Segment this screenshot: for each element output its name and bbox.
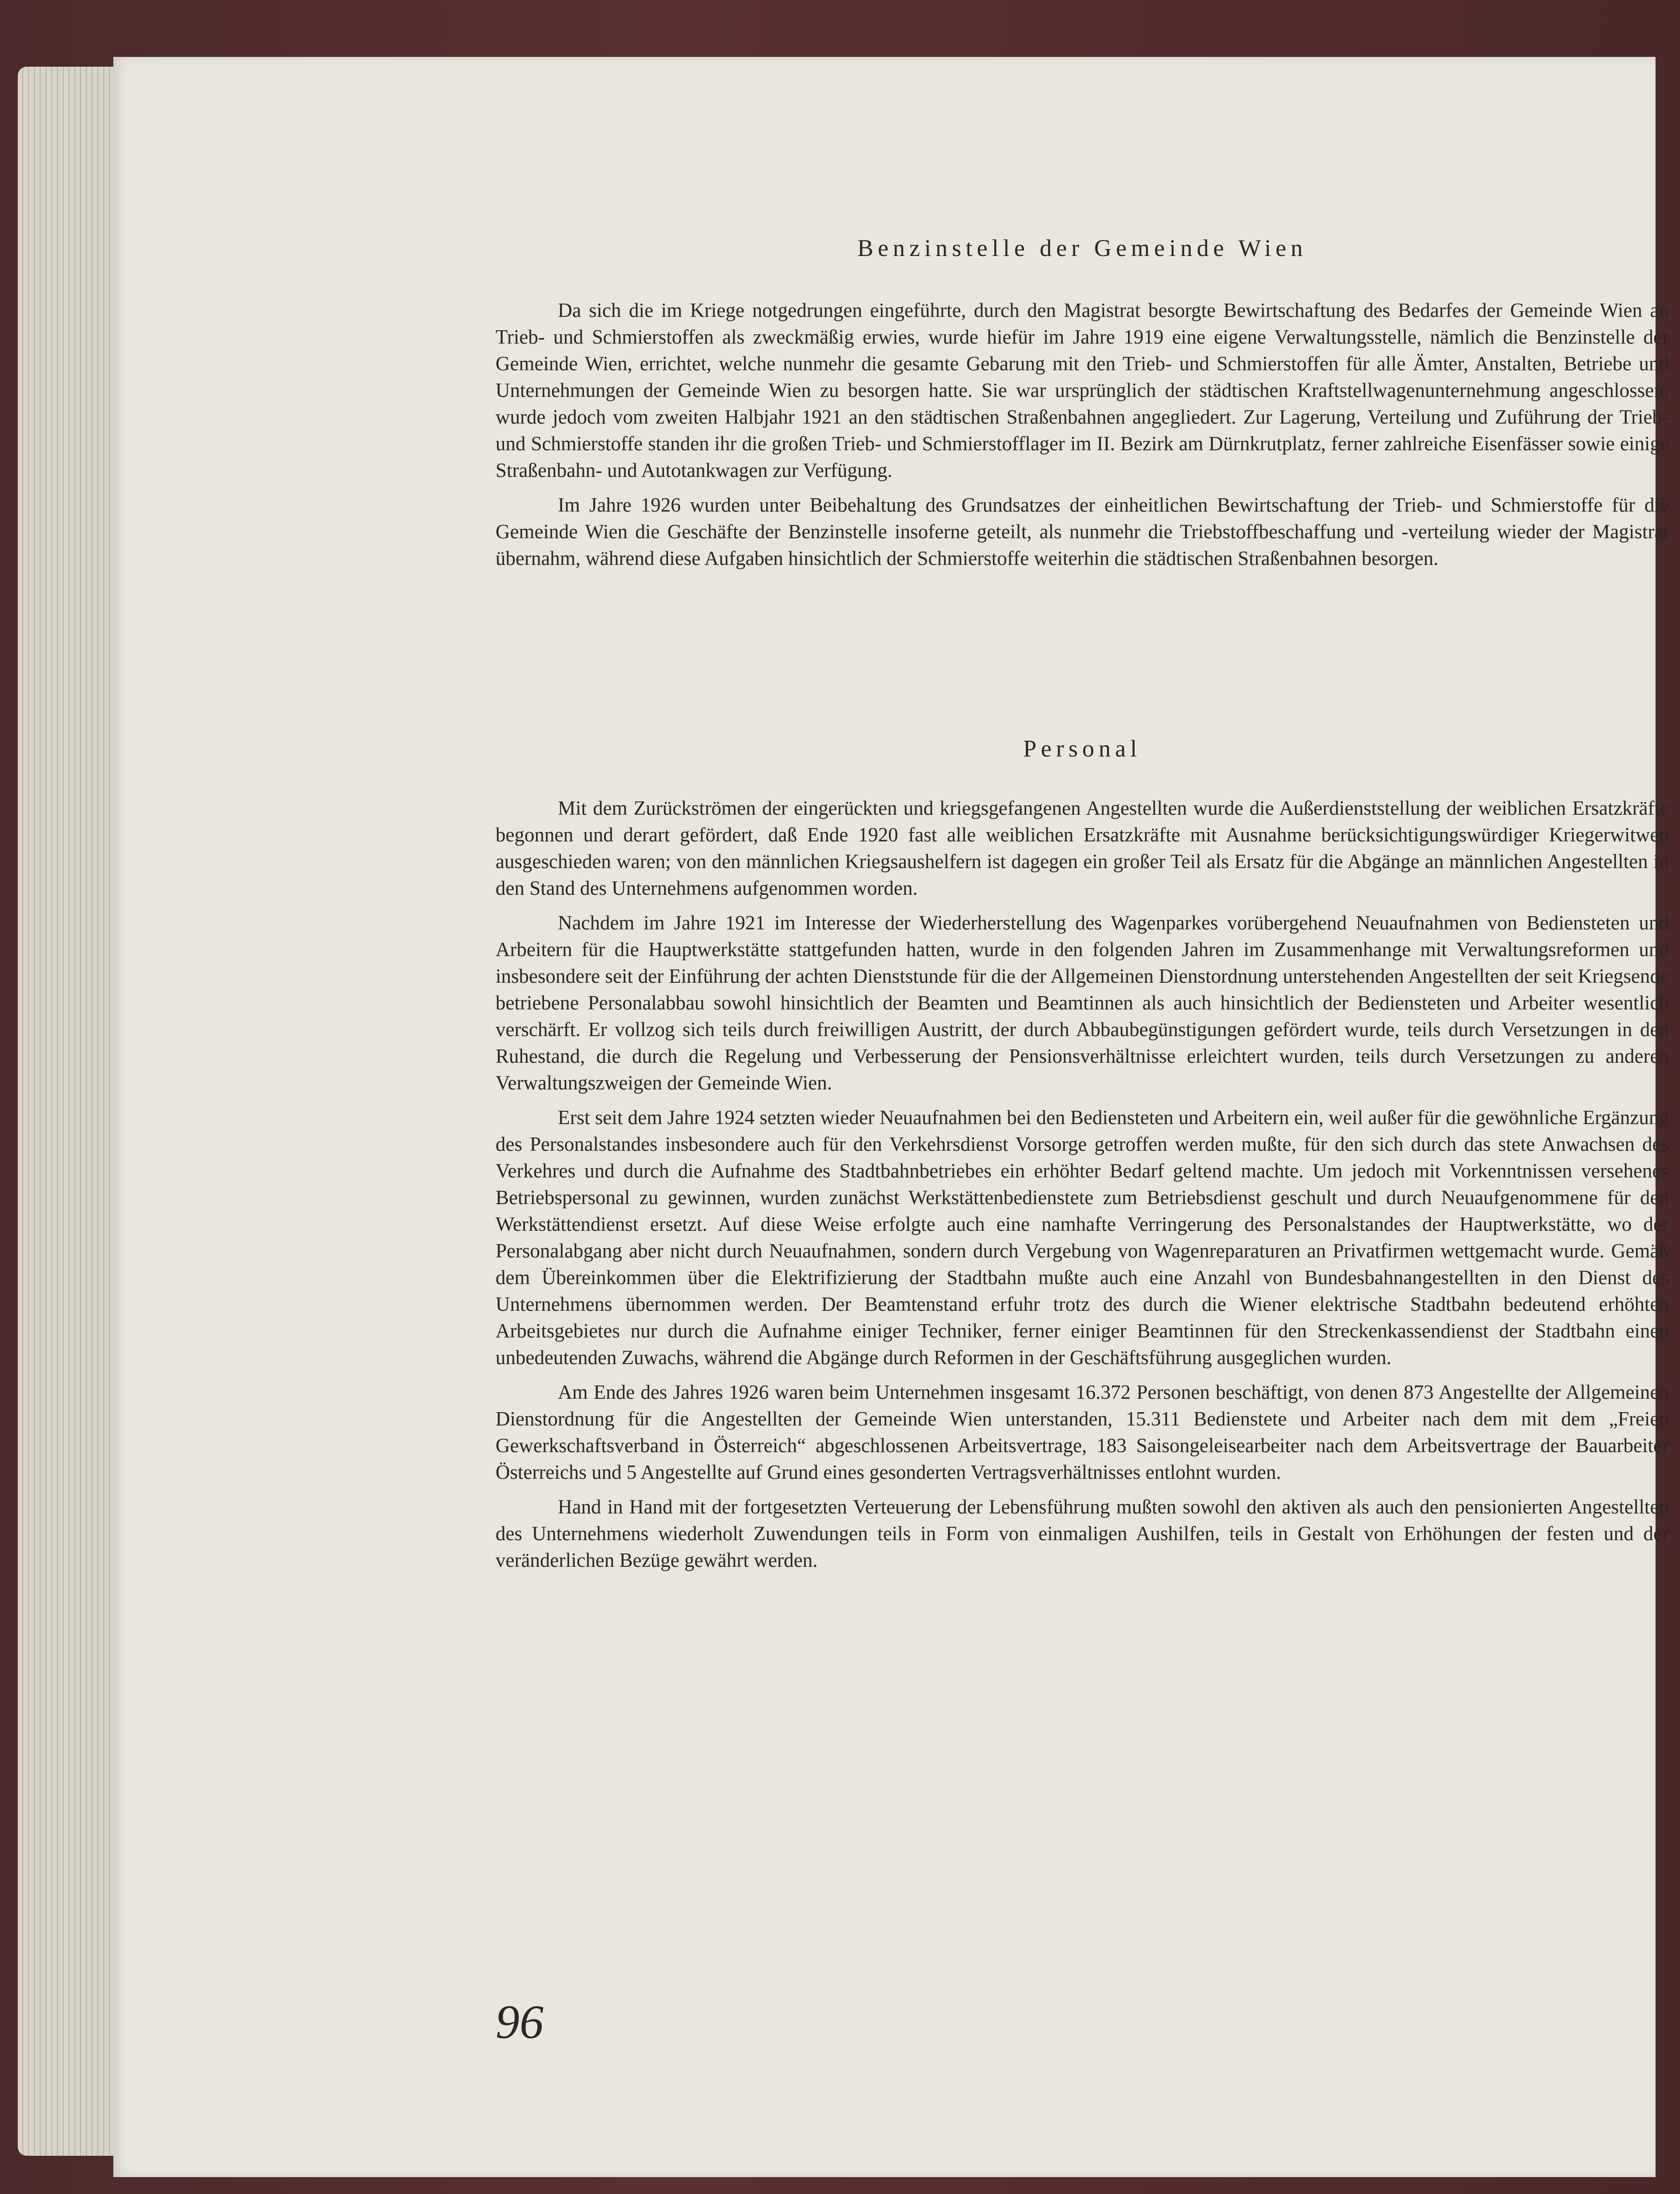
paragraph: Hand in Hand mit der fortgesetzten Verteuerung der Lebensführung mußten sowohl den aktiven als auch den pensionierten Angestellten des Unternehmens wiederholt Zuwendungen teils in Form von einmaligen Aushilfen, teils in Gestalt von Erhöhungen der festen und der veränderlichen Bezüge gewährt werden. [496,1496,1669,1571]
paragraph: Am Ende des Jahres 1926 waren beim Unternehmen insgesamt 16.372 Personen beschäftigt, von denen 873 Angestellte der Allgemeinen Dienstordnung für die Angestellten der Gemeinde Wien unterstanden, 15.311 Bedienstete und Arbeiter nach dem mit dem „Freien Gewerkschaftsverband in Österreich“ abgeschlossenen Arbeitsvertrage, 183 Saisongeleisearbeiter nach dem Arbeitsvertrage der Bauarbeiter Österreichs und 5 Angestellte auf Grund eines gesonderten Vertragsverhältnisses entlohnt wurden. [496,1381,1669,1483]
paragraph: Nachdem im Jahre 1921 im Interesse der Wiederherstellung des Wagenparkes vorübergehend Neuaufnahmen von Bediensteten und Arbeitern für die Hauptwerkstätte stattgefunden hatten, wurde in den folgenden Jahren im Zusammenhange mit Verwaltungsreformen und insbesondere seit der Einführung der achten Dienststunde für die der Allgemeinen Dienstordnung unterstehenden Angestellten der seit Kriegsende betriebene Personalabbau sowohl hinsichtlich der Beamten und Beamtinnen als auch hinsichtlich der Bediensteten und Arbeiter wesentlich verschärft. Er vollzog sich teils durch freiwilligen Austritt, der durch Abbaubegünstigungen gefördert wurde, teils durch Versetzungen in den Ruhestand, die durch die Regelung und Verbesserung der Pensionsverhältnisse erleichtert wurden, teils durch Versetzungen zu anderen Verwaltungszweigen der Gemeinde Wien. [496,912,1669,1094]
paragraph: Da sich die im Kriege notgedrungen eingeführte, durch den Magistrat besorgte Bewirtschaftung des Bedarfes der Gemeinde Wien an Trieb- und Schmierstoffen als zweckmäßig erwies, wurde hiefür im Jahre 1919 eine eigene Verwaltungsstelle, nämlich die Benzinstelle der Gemeinde Wien, errichtet, welche nunmehr die gesamte Gebarung mit den Trieb- und Schmierstoffen für alle Ämter, Anstalten, Betriebe und Unternehmungen der Gemeinde Wien zu besorgen hatte. Sie war ursprünglich der städtischen Kraftstellwagenunternehmung angeschlossen, wurde jedoch vom zweiten Halbjahr 1921 an den städtischen Straßenbahnen angegliedert. Zur Lagerung, Verteilung und Zuführung der Trieb- und Schmierstoffe standen ihr die großen Trieb- und Schmierstofflager im II. Bezirk am Dürnkrutplatz, ferner zahlreiche Eisenfässer sowie einige Straßenbahn- und Autotankwagen zur Verfügung. [496,299,1669,481]
paragraph: Erst seit dem Jahre 1924 setzten wieder Neuaufnahmen bei den Bediensteten und Arbeitern ein, weil außer für die gewöhnliche Ergänzung des Personalstandes insbesondere auch für den Verkehrsdienst Vorsorge getroffen werden mußte, für den sich durch das stete Anwachsen des Verkehres und durch die Aufnahme des Stadtbahnbetriebes ein erhöhter Bedarf geltend machte. Um jedoch mit Vorkenntnissen versehenes Betriebspersonal zu gewinnen, wurden zunächst Werkstättenbedienstete zum Betriebsdienst geschult und durch Neuaufgenommene für den Werkstättendienst ersetzt. Auf diese Weise erfolgte auch eine namhafte Verringerung des Personalstandes der Hauptwerkstätte, wo der Personalabgang aber nicht durch Neuaufnahmen, sondern durch Vergebung von Wagenreparaturen an Privatfirmen wettgemacht wurde. Gemäß dem Übereinkommen über die Elektrifizierung der Stadtbahn mußte auch eine Anzahl von Bundesbahnangestellten in den Dienst des Unternehmens übernommen werden. Der Beamtenstand erfuhr trotz des durch die Wiener elektrische Stadtbahn bedeutend erhöhten Arbeitsgebietes nur durch die Aufnahme einiger Techniker, ferner einiger Beamtinnen für den Streckenkassendienst der Stadtbahn einen unbedeutenden Zuwachs, während die Abgänge durch Reformen in der Geschäftsführung ausgeglichen wurden. [496,1106,1669,1369]
page-number: 96 [496,1996,544,2049]
paragraph: Mit dem Zurückströmen der eingerückten und kriegsgefangenen Angestellten wurde die Außerdienststellung der weiblichen Ersatzkräfte begonnen und derart gefördert, daß Ende 1920 fast alle weiblichen Ersatzkräfte mit Ausnahme berücksichtigungswürdiger Kriegerwitwen ausgeschieden waren; von den männlichen Kriegsaushelfern ist dagegen ein großer Teil als Ersatz für die Abgänge an männlichen Angestellten in den Stand des Unternehmens aufgenommen worden. [496,797,1669,899]
page-edges [18,67,124,2156]
section-title-benzinstelle: Benzinstelle der Gemeinde Wien [857,235,1308,261]
book-page [113,57,1669,2177]
section-body-benzinstelle [496,297,1669,580]
paragraph: Im Jahre 1926 wurden unter Beibehaltung des Grundsatzes der einheitlichen Bewirtschaftung der Trieb- und Schmierstoffe für die Gemeinde Wien die Geschäfte der Benzinstelle insoferne geteilt, als nunmehr die Triebstoffbeschaffung und -verteilung wieder der Magistrat übernahm, während diese Aufgaben hinsichtlich der Schmierstoffe weiterhin die städtischen Straßenbahnen besorgen. [496,494,1669,569]
section-body-personal [496,795,1669,1581]
section-title-personal: Personal [1023,735,1141,762]
